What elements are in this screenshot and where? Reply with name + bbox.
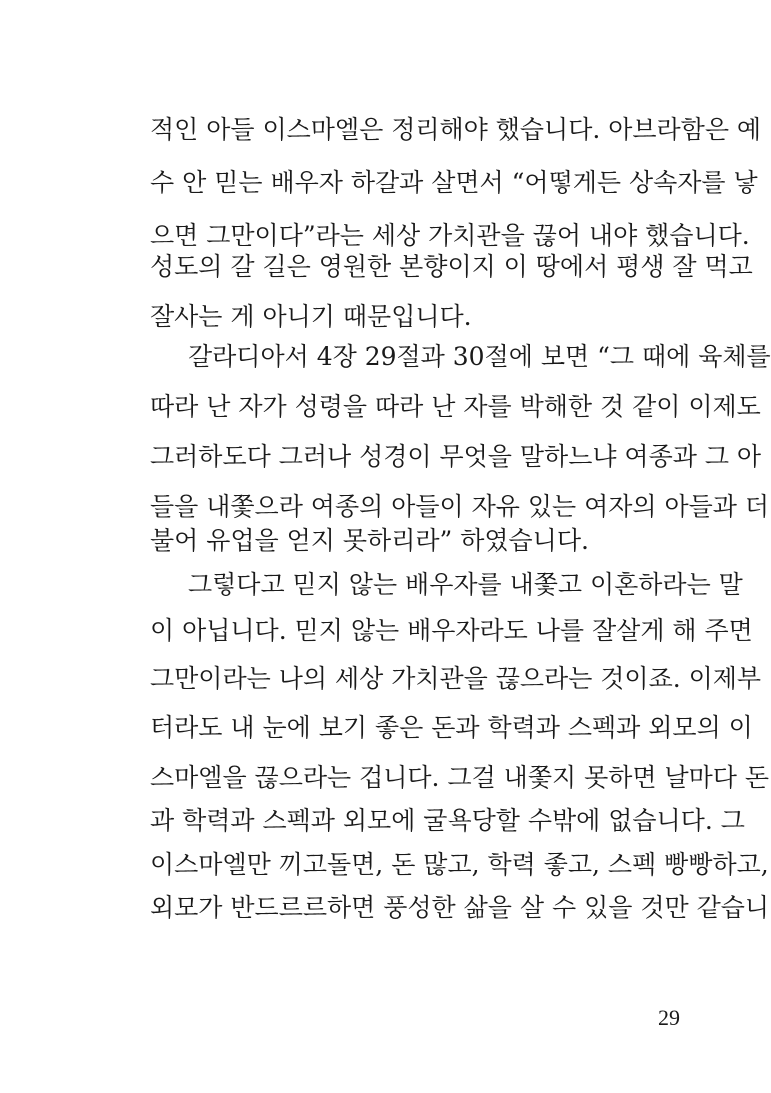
text-line: 그러하도다 그러나 성경이 무엇을 말하느냐 여종과 그 아 xyxy=(150,442,762,471)
paragraph-first-line: 그렇다고 믿지 않는 배우자를 내쫓고 이혼하라는 말 xyxy=(188,570,743,599)
text-line: 외모가 반드르르하면 풍성한 삶을 살 수 있을 것만 같습니 xyxy=(150,893,770,922)
text-line: 터라도 내 눈에 보기 좋은 돈과 학력과 스펙과 외모의 이 xyxy=(150,713,753,742)
text-line: 잘사는 게 아니기 때문입니다. xyxy=(150,302,472,331)
text-line: 성도의 갈 길은 영원한 본향이지 이 땅에서 평생 잘 먹고 xyxy=(150,252,753,281)
text-line: 따라 난 자가 성령을 따라 난 자를 박해한 것 같이 이제도 xyxy=(150,392,761,421)
text-line: 수 안 믿는 배우자 하갈과 살면서 “어떻게든 상속자를 낳 xyxy=(150,168,758,197)
text-line: 불어 유업을 얻지 못하리라” 하였습니다. xyxy=(150,526,589,555)
text-line: 과 학력과 스펙과 외모에 굴욕당할 수밖에 없습니다. 그 xyxy=(150,806,745,835)
text-line: 그만이라는 나의 세상 가치관을 끊으라는 것이죠. 이제부 xyxy=(150,664,762,693)
text-line: 으면 그만이다”라는 세상 가치관을 끊어 내야 했습니다. xyxy=(150,221,750,250)
text-line: 들을 내쫓으라 여종의 아들이 자유 있는 여자의 아들과 더 xyxy=(150,492,770,521)
text-line: 적인 아들 이스마엘은 정리해야 했습니다. 아브라함은 예 xyxy=(150,115,762,144)
text-line: 이 아닙니다. 믿지 않는 배우자라도 나를 잘살게 해 주면 xyxy=(150,616,753,645)
text-line: 스마엘을 끊으라는 겁니다. 그걸 내쫓지 못하면 날마다 돈 xyxy=(150,763,770,792)
paragraph-first-line: 갈라디아서 4장 29절과 30절에 보면 “그 때에 육체를 xyxy=(188,342,771,371)
page-number: 29 xyxy=(658,1005,680,1030)
text-line: 이스마엘만 끼고돌면, 돈 많고, 학력 좋고, 스펙 빵빵하고, xyxy=(150,850,769,879)
